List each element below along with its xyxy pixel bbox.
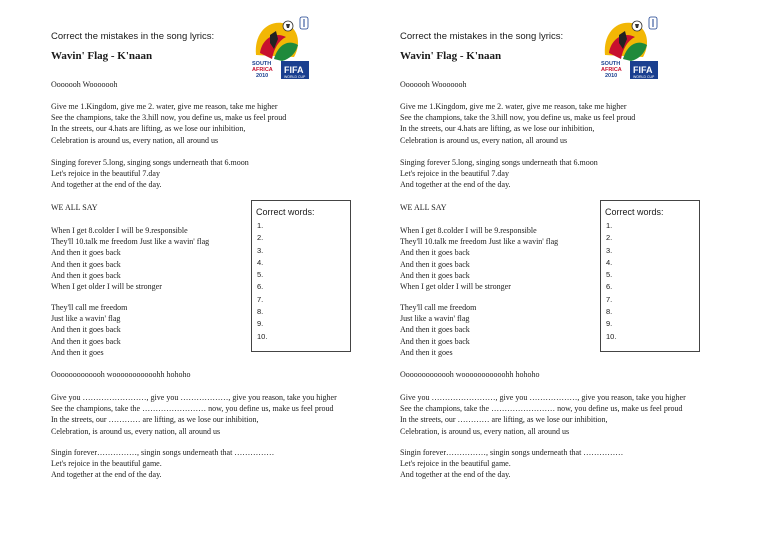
answer-slot: 6.: [606, 282, 613, 292]
verse-4: [51, 302, 127, 358]
correct-words-box: [251, 200, 351, 352]
lyric-line: And then it goes back: [51, 325, 121, 335]
lyric-line: And then it goes: [51, 347, 104, 357]
verse-6-gap-fill: [51, 447, 274, 481]
lyric-line: And together at the end of the day.: [51, 180, 162, 190]
lyric-line: And then it goes back: [400, 336, 470, 346]
correct-words-title: Correct words:: [256, 207, 315, 217]
song-title: Wavin' Flag - K'naan: [51, 50, 153, 62]
lyric-line: They'll 10.talk me freedom Just like a wavin' flag: [400, 237, 559, 247]
correct-words-box: [600, 200, 700, 352]
lyric-line: And then it goes back: [400, 248, 470, 258]
lyric-line: Just like a wavin' flag: [51, 314, 121, 324]
answer-slot: 2.: [606, 233, 613, 243]
outro-call-block: [51, 369, 191, 380]
answer-slot: 8.: [606, 307, 613, 317]
verse-1: [51, 101, 286, 146]
verse-1: [400, 101, 635, 146]
answer-slot: 1.: [606, 221, 613, 230]
answer-slot: 3.: [606, 245, 613, 255]
intro-line: Ooooooh Wooooooh: [51, 80, 118, 89]
lyric-line: Singin forever……………, singin songs underneath that ……………: [51, 448, 275, 457]
logo-line2: AFRICA: [252, 67, 273, 73]
answer-slot: 1.: [257, 221, 264, 230]
answer-slot: 9.: [606, 319, 613, 329]
lyric-line: Celebration, is around us, every nation, all around us: [400, 426, 570, 436]
lyric-line: And then it goes back: [51, 270, 121, 280]
lyric-line: Singing forever 5.long, singing songs underneath that 6.moon: [400, 158, 598, 167]
lyric-line: Celebration, is around us, every nation, all around us: [51, 426, 221, 436]
answer-slot: 7.: [606, 294, 613, 304]
lyric-line: Celebration is around us, every nation, all around us: [400, 135, 568, 145]
answer-slot: 2.: [257, 233, 264, 243]
answer-slot: 5.: [257, 270, 264, 280]
lyric-line: Singing forever 5.long, singing songs underneath that 6.moon: [51, 158, 249, 167]
lyric-line: See the champions, take the …………………… now, you define us, make us feel proud: [400, 404, 683, 414]
answer-slot: 4.: [257, 257, 264, 267]
logo-line2: AFRICA: [601, 67, 622, 73]
logo-brand: FIFA: [284, 65, 304, 75]
intro-line: Ooooooh Wooooooh: [400, 80, 467, 89]
logo-line3: 2010: [605, 73, 618, 79]
lyric-line: When I get older I will be stronger: [51, 281, 162, 291]
logo-sub: WORLD CUP: [284, 75, 306, 79]
exercise-heading: Correct the mistakes in the song lyrics:: [51, 31, 215, 42]
lyric-line: In the streets, our 4.hats are lifting, as we lose our inhibition,: [51, 124, 246, 134]
lyric-line: Let's rejoice in the beautiful 7.day: [400, 169, 509, 179]
correct-words-title: Correct words:: [605, 207, 664, 217]
lyric-line: Let's rejoice in the beautiful 7.day: [51, 169, 160, 179]
lyric-line: Give you ……………………, give you ………………, give you reason, take you higher: [51, 393, 337, 402]
world-cup-logo: [597, 15, 659, 81]
lyric-line: And then it goes back: [400, 325, 470, 335]
lyric-line: And then it goes back: [51, 248, 121, 258]
lyric-line: In the streets, our 4.hats are lifting, as we lose our inhibition,: [400, 124, 595, 134]
we-all-say-line: WE ALL SAY: [51, 203, 98, 212]
answer-slot: 5.: [606, 270, 613, 280]
verse-3: [51, 225, 209, 292]
lyric-line: When I get 8.colder I will be 9.responsible: [400, 226, 537, 235]
lyric-line: And then it goes back: [400, 259, 470, 269]
answer-slot: 8.: [257, 307, 264, 317]
answer-slot: 6.: [257, 282, 264, 292]
lyric-line: Celebration is around us, every nation, all around us: [51, 135, 219, 145]
answer-slot: 3.: [257, 245, 264, 255]
logo-brand: FIFA: [633, 65, 653, 75]
lyric-line: And then it goes back: [51, 259, 121, 269]
answer-slot: 7.: [257, 294, 264, 304]
answer-slot: 9.: [257, 319, 264, 329]
answer-slot: 4.: [606, 257, 613, 267]
song-title: Wavin' Flag - K'naan: [400, 50, 502, 62]
lyric-line: And then it goes back: [51, 336, 121, 346]
correct-words-list: [606, 220, 616, 343]
answer-slot: 10.: [257, 331, 268, 341]
lyric-line: Let's rejoice in the beautiful game.: [400, 459, 511, 469]
lyric-line: See the champions, take the 3.hill now, you define us, make us feel proud: [400, 113, 636, 123]
lyric-line: When I get older I will be stronger: [400, 281, 511, 291]
lyric-line: Give me 1.Kingdom, give me 2. water, give me reason, take me higher: [400, 102, 627, 111]
lyric-line: Just like a wavin' flag: [400, 314, 470, 324]
worksheet-right: [349, 0, 733, 543]
intro-block: [51, 79, 118, 90]
logo-line1: SOUTH: [252, 61, 272, 67]
verse-3: [400, 225, 558, 292]
answer-slot: 10.: [606, 331, 617, 341]
lyric-line: See the champions, take the …………………… now, you define us, make us feel proud: [51, 404, 334, 414]
outro-call-line: Ooooooooooooh wooooooooooohh hohoho: [51, 370, 191, 379]
lyric-line: And together at the end of the day.: [400, 470, 511, 480]
lyric-line: They'll 10.talk me freedom Just like a wavin' flag: [51, 237, 210, 247]
lyric-line: Give you ……………………, give you ………………, give you reason, take you higher: [400, 393, 686, 402]
verse-4: [400, 302, 476, 358]
logo-sub: WORLD CUP: [633, 75, 655, 79]
we-all-say-block: [400, 202, 447, 213]
logo-line3: 2010: [256, 73, 269, 79]
lyric-line: Give me 1.Kingdom, give me 2. water, give me reason, take me higher: [51, 102, 278, 111]
lyric-line: And together at the end of the day.: [51, 470, 162, 480]
lyric-line: Singin forever……………, singin songs underneath that ……………: [400, 448, 624, 457]
world-cup-logo: [248, 15, 310, 81]
outro-call-line: Ooooooooooooh wooooooooooohh hohoho: [400, 370, 540, 379]
verse-5-gap-fill: [400, 392, 686, 437]
logo-line1: SOUTH: [601, 61, 621, 67]
we-all-say-line: WE ALL SAY: [400, 203, 447, 212]
lyric-line: Let's rejoice in the beautiful game.: [51, 459, 162, 469]
we-all-say-block: [51, 202, 98, 213]
verse-2: [400, 157, 598, 191]
intro-block: [400, 79, 467, 90]
lyric-line: See the champions, take the 3.hill now, you define us, make us feel proud: [51, 113, 287, 123]
verse-5-gap-fill: [51, 392, 337, 437]
verse-6-gap-fill: [400, 447, 623, 481]
lyric-line: They'll call me freedom: [400, 303, 477, 312]
lyric-line: In the streets, our ………… are lifting, as we lose our inhibition,: [51, 415, 259, 425]
exercise-heading: Correct the mistakes in the song lyrics:: [400, 31, 564, 42]
verse-2: [51, 157, 249, 191]
correct-words-list: [257, 220, 267, 343]
lyric-line: They'll call me freedom: [51, 303, 128, 312]
lyric-line: In the streets, our ………… are lifting, as we lose our inhibition,: [400, 415, 608, 425]
lyric-line: And together at the end of the day.: [400, 180, 511, 190]
lyric-line: And then it goes back: [400, 270, 470, 280]
outro-call-block: [400, 369, 540, 380]
lyric-line: When I get 8.colder I will be 9.responsible: [51, 226, 188, 235]
lyric-line: And then it goes: [400, 347, 453, 357]
